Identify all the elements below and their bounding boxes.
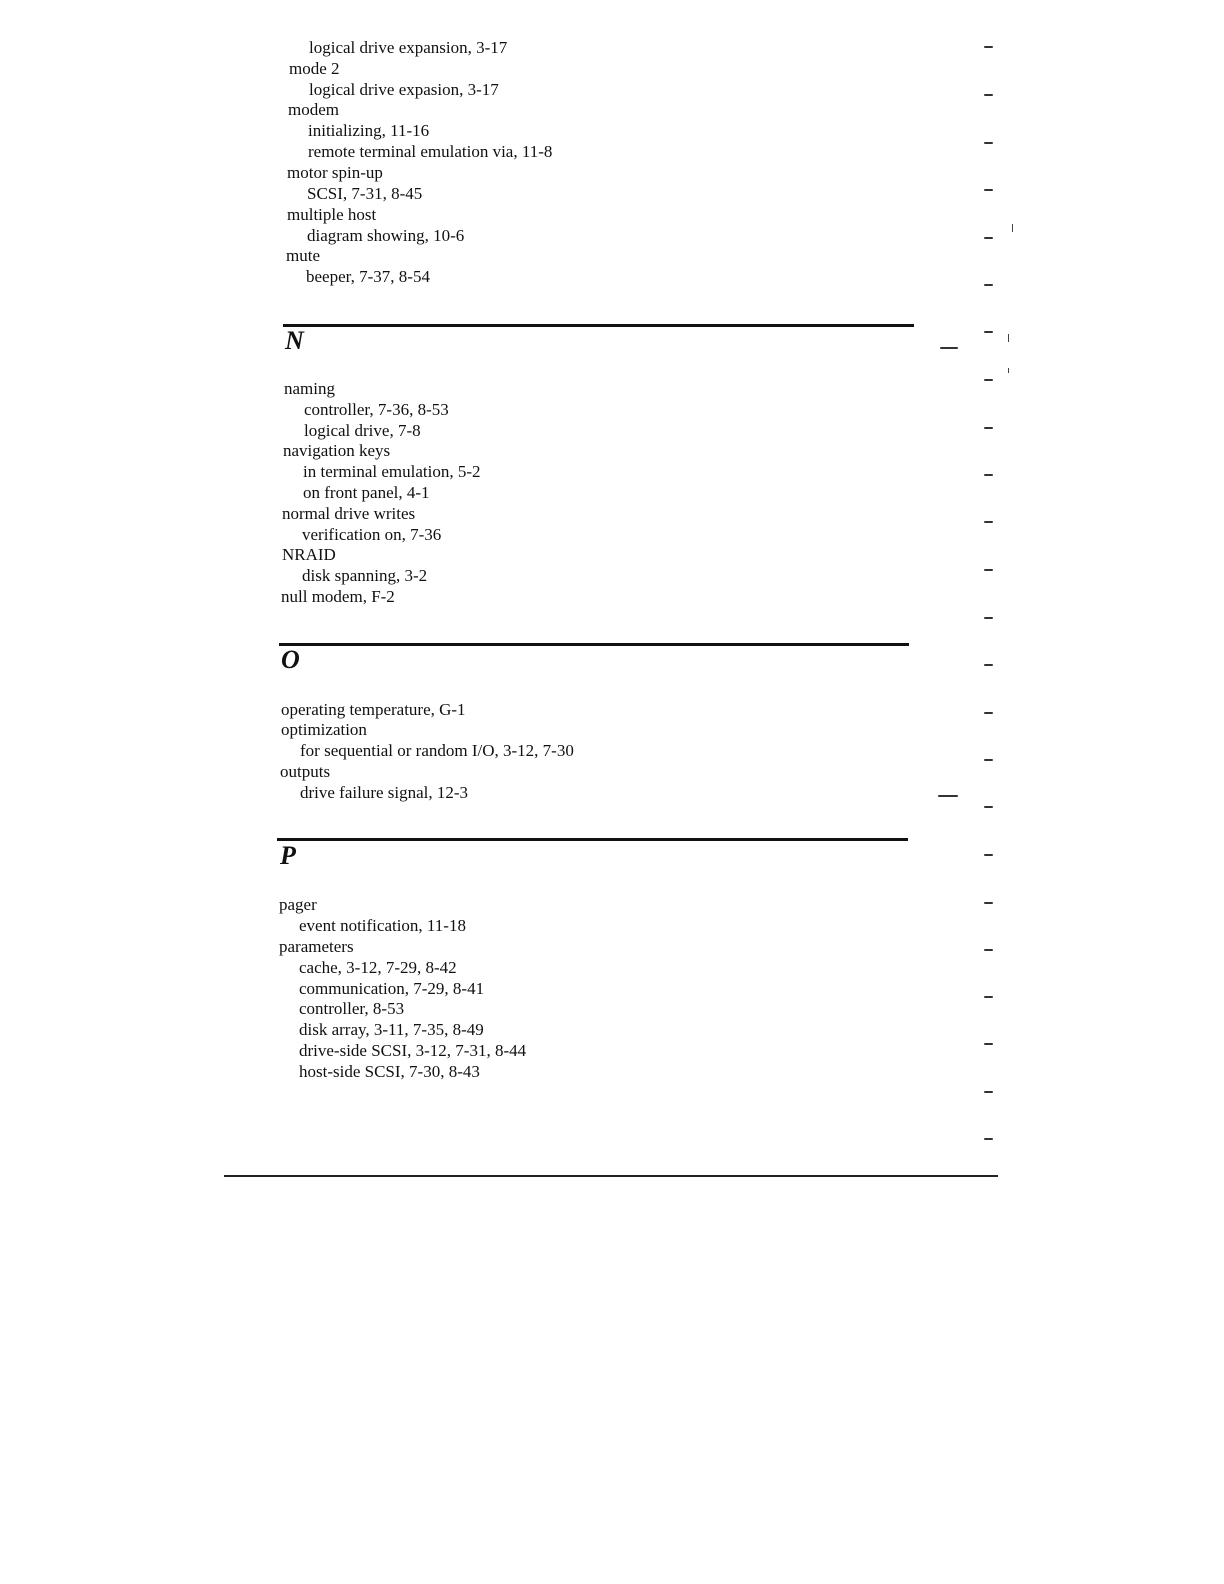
index-subentry: remote terminal emulation via, 11-8 xyxy=(308,142,553,161)
margin-mark xyxy=(984,94,993,96)
section-letter-o: O xyxy=(281,645,300,674)
margin-mark xyxy=(984,379,993,381)
margin-mark xyxy=(940,347,958,349)
margin-mark xyxy=(984,142,993,144)
margin-mark xyxy=(984,569,993,571)
margin-mark xyxy=(984,712,993,714)
index-entry: motor spin-up xyxy=(287,163,383,182)
margin-mark xyxy=(984,1091,993,1093)
index-entry: naming xyxy=(284,379,335,398)
index-entry: navigation keys xyxy=(283,441,391,460)
index-subentry: logical drive expasion, 3-17 xyxy=(309,80,499,99)
index-entry: mute xyxy=(286,246,320,265)
index-subentry: controller, 8-53 xyxy=(299,999,405,1018)
index-entry: normal drive writes xyxy=(282,504,416,523)
scan-speck xyxy=(1008,368,1009,373)
margin-mark xyxy=(984,759,993,761)
index-entry: null modem, F-2 xyxy=(281,587,395,606)
margin-mark xyxy=(938,795,958,797)
index-entry: NRAID xyxy=(282,545,336,564)
margin-mark xyxy=(984,474,993,476)
section-divider xyxy=(279,643,909,646)
index-entry: multiple host xyxy=(287,205,377,224)
margin-mark xyxy=(984,617,993,619)
scan-speck xyxy=(1012,224,1013,232)
margin-mark xyxy=(984,949,993,951)
index-subentry: cache, 3-12, 7-29, 8-42 xyxy=(299,958,457,977)
index-subentry: for sequential or random I/O, 3-12, 7-30 xyxy=(300,741,574,760)
index-subentry: initializing, 11-16 xyxy=(308,121,430,140)
index-entry: mode 2 xyxy=(289,59,340,78)
scan-speck xyxy=(1008,334,1009,342)
footer-rule xyxy=(224,1175,998,1177)
margin-mark xyxy=(984,1043,993,1045)
index-entry: optimization xyxy=(281,720,367,739)
index-entry: parameters xyxy=(279,937,354,956)
margin-mark xyxy=(984,806,993,808)
index-subentry: verification on, 7-36 xyxy=(302,525,442,544)
margin-mark xyxy=(984,46,993,48)
index-entry: pager xyxy=(279,895,317,914)
margin-mark xyxy=(984,902,993,904)
index-subentry: disk spanning, 3-2 xyxy=(302,566,428,585)
section-divider xyxy=(283,324,914,327)
margin-mark xyxy=(984,521,993,523)
margin-mark xyxy=(984,284,993,286)
index-subentry: host-side SCSI, 7-30, 8-43 xyxy=(299,1062,480,1081)
index-subentry: communication, 7-29, 8-41 xyxy=(299,979,485,998)
index-entry: outputs xyxy=(280,762,331,781)
section-letter-n: N xyxy=(285,326,304,355)
margin-mark xyxy=(984,664,993,666)
index-subentry: disk array, 3-11, 7-35, 8-49 xyxy=(299,1020,484,1039)
margin-mark xyxy=(984,237,993,239)
index-subentry: diagram showing, 10-6 xyxy=(307,226,465,245)
index-subentry: in terminal emulation, 5-2 xyxy=(303,462,481,481)
index-subentry: beeper, 7-37, 8-54 xyxy=(306,267,430,286)
index-subentry: drive-side SCSI, 3-12, 7-31, 8-44 xyxy=(299,1041,527,1060)
index-subentry: event notification, 11-18 xyxy=(299,916,466,935)
index-subentry: logical drive, 7-8 xyxy=(304,421,421,440)
section-divider xyxy=(277,838,908,841)
index-subentry: on front panel, 4-1 xyxy=(303,483,430,502)
margin-mark xyxy=(984,1138,993,1140)
margin-mark xyxy=(984,854,993,856)
index-subentry: logical drive expansion, 3-17 xyxy=(309,38,508,57)
margin-mark xyxy=(984,996,993,998)
index-entry: modem xyxy=(288,100,339,119)
margin-mark xyxy=(984,331,993,333)
index-subentry: controller, 7-36, 8-53 xyxy=(304,400,449,419)
index-subentry: drive failure signal, 12-3 xyxy=(300,783,469,802)
index-entry: operating temperature, G-1 xyxy=(281,700,466,719)
index-subentry: SCSI, 7-31, 8-45 xyxy=(307,184,423,203)
section-letter-p: P xyxy=(280,841,296,870)
margin-mark xyxy=(984,189,993,191)
margin-mark xyxy=(984,427,993,429)
